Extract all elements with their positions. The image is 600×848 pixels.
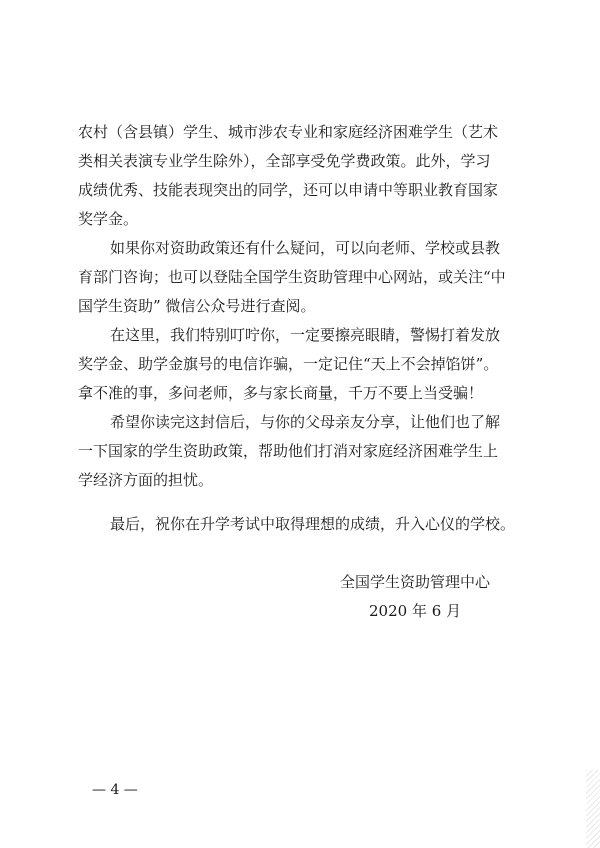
paragraph-3-line-1: 在这里，我们特别叮咛你，一定要擦亮眼睛，警惕打着发放	[110, 326, 501, 344]
paragraph-2-line-3: 国学生资助” 微信公众号进行查阅。	[78, 297, 316, 315]
signature-date: 2020 年 6 月	[369, 602, 462, 620]
page-number: — 4 —	[92, 782, 138, 798]
paragraph-3-line-3: 拿不准的事，多问老师，多与家长商量，千万不要上当受骗！	[78, 384, 484, 402]
paragraph-2-line-2: 育部门咨询；也可以登陆全国学生资助管理中心网站，或关注“中	[78, 268, 506, 286]
paragraph-4-line-2: 一下国家的学生资助政策，帮助他们打消对家庭经济困难学生上	[78, 442, 499, 460]
page-edge-shadow	[586, 770, 600, 848]
paragraph-4-line-3: 学经济方面的担忧。	[78, 471, 214, 489]
paragraph-5-line-1: 最后，祝你在升学考试中取得理想的成绩，升入心仪的学校。	[110, 515, 516, 533]
paragraph-1-line-3: 成绩优秀、技能表现突出的同学，还可以申请中等职业教育国家	[78, 181, 499, 199]
paragraph-1-line-1: 农村（含县镇）学生、城市涉农专业和家庭经济困难学生（艺术	[78, 123, 499, 141]
signature-organization: 全国学生资助管理中心	[340, 573, 491, 591]
paragraph-3-line-2: 奖学金、助学金旗号的电信诈骗，一定记住“天上不会掉馅饼”。	[78, 355, 499, 373]
paragraph-1-line-2: 类相关表演专业学生除外），全部享受免学费政策。此外，学习	[78, 152, 491, 170]
paragraph-2-line-1: 如果你对资助政策还有什么疑问，可以向老师、学校或县教	[110, 239, 501, 257]
paragraph-4-line-1: 希望你读完这封信后，与你的父母亲友分享，让他们也了解	[110, 413, 501, 431]
paragraph-1-line-4: 奖学金。	[78, 210, 139, 228]
